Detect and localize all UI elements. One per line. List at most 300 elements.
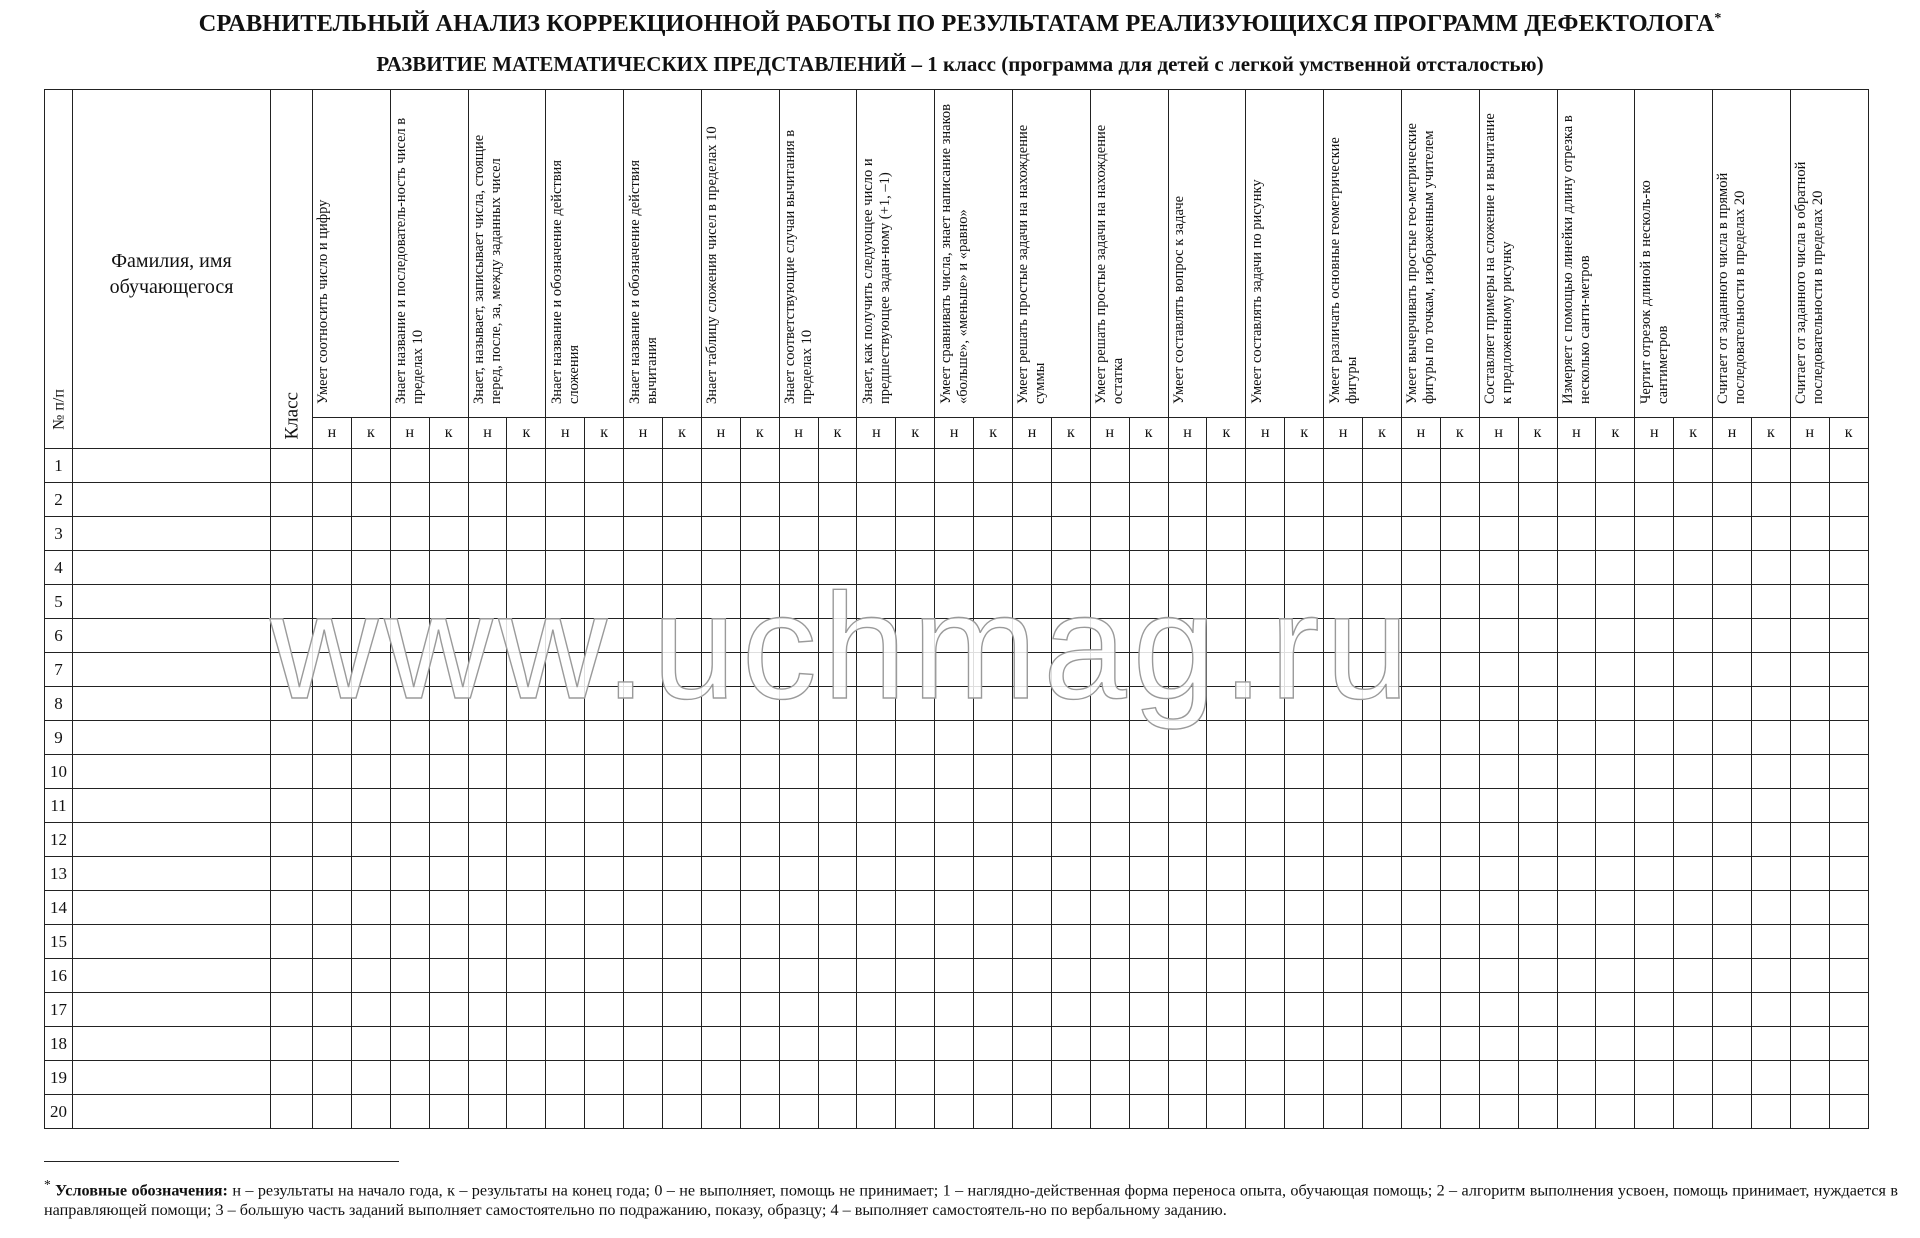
score-cell[interactable]	[857, 1095, 896, 1129]
score-cell[interactable]	[1674, 585, 1713, 619]
score-cell[interactable]	[1051, 483, 1090, 517]
score-cell[interactable]	[1635, 585, 1674, 619]
score-cell[interactable]	[313, 517, 352, 551]
score-cell[interactable]	[1013, 891, 1052, 925]
score-cell[interactable]	[1090, 449, 1129, 483]
score-cell[interactable]	[313, 653, 352, 687]
score-cell[interactable]	[857, 551, 896, 585]
score-cell[interactable]	[1829, 1027, 1868, 1061]
score-cell[interactable]	[1713, 551, 1752, 585]
score-cell[interactable]	[1829, 551, 1868, 585]
score-cell[interactable]	[429, 619, 468, 653]
score-cell[interactable]	[1090, 959, 1129, 993]
score-cell[interactable]	[740, 891, 779, 925]
score-cell[interactable]	[546, 449, 585, 483]
score-cell[interactable]	[507, 755, 546, 789]
score-cell[interactable]	[1051, 1027, 1090, 1061]
score-cell[interactable]	[935, 823, 974, 857]
score-cell[interactable]	[1246, 517, 1285, 551]
score-cell[interactable]	[818, 823, 857, 857]
score-cell[interactable]	[351, 891, 390, 925]
score-cell[interactable]	[546, 1095, 585, 1129]
score-cell[interactable]	[1596, 789, 1635, 823]
score-cell[interactable]	[1363, 449, 1402, 483]
score-cell[interactable]	[701, 857, 740, 891]
score-cell[interactable]	[857, 483, 896, 517]
score-cell[interactable]	[1479, 857, 1518, 891]
score-cell[interactable]	[1401, 1061, 1440, 1095]
score-cell[interactable]	[1013, 1061, 1052, 1095]
score-cell[interactable]	[896, 993, 935, 1027]
score-cell[interactable]	[1829, 891, 1868, 925]
score-cell[interactable]	[546, 517, 585, 551]
score-cell[interactable]	[1790, 551, 1829, 585]
score-cell[interactable]	[1674, 551, 1713, 585]
score-cell[interactable]	[1129, 517, 1168, 551]
score-cell[interactable]	[701, 721, 740, 755]
score-cell[interactable]	[1790, 687, 1829, 721]
score-cell[interactable]	[1713, 959, 1752, 993]
score-cell[interactable]	[1518, 823, 1557, 857]
score-cell[interactable]	[429, 483, 468, 517]
score-cell[interactable]	[429, 789, 468, 823]
score-cell[interactable]	[1674, 993, 1713, 1027]
score-cell[interactable]	[468, 687, 507, 721]
score-cell[interactable]	[1440, 619, 1479, 653]
score-cell[interactable]	[313, 959, 352, 993]
score-cell[interactable]	[1168, 823, 1207, 857]
score-cell[interactable]	[935, 789, 974, 823]
score-cell[interactable]	[390, 823, 429, 857]
score-cell[interactable]	[1518, 959, 1557, 993]
score-cell[interactable]	[974, 789, 1013, 823]
score-cell[interactable]	[1051, 449, 1090, 483]
score-cell[interactable]	[935, 1095, 974, 1129]
class-cell[interactable]	[271, 687, 313, 721]
score-cell[interactable]	[1207, 857, 1246, 891]
score-cell[interactable]	[935, 653, 974, 687]
score-cell[interactable]	[1363, 653, 1402, 687]
score-cell[interactable]	[1557, 857, 1596, 891]
score-cell[interactable]	[1129, 925, 1168, 959]
score-cell[interactable]	[1674, 1061, 1713, 1095]
score-cell[interactable]	[1829, 1095, 1868, 1129]
score-cell[interactable]	[624, 891, 663, 925]
score-cell[interactable]	[1090, 619, 1129, 653]
score-cell[interactable]	[857, 721, 896, 755]
score-cell[interactable]	[546, 653, 585, 687]
score-cell[interactable]	[313, 585, 352, 619]
score-cell[interactable]	[740, 925, 779, 959]
class-cell[interactable]	[271, 483, 313, 517]
score-cell[interactable]	[624, 449, 663, 483]
score-cell[interactable]	[935, 925, 974, 959]
score-cell[interactable]	[1129, 653, 1168, 687]
score-cell[interactable]	[507, 517, 546, 551]
score-cell[interactable]	[1557, 1061, 1596, 1095]
score-cell[interactable]	[1401, 721, 1440, 755]
score-cell[interactable]	[624, 1095, 663, 1129]
score-cell[interactable]	[429, 857, 468, 891]
score-cell[interactable]	[896, 959, 935, 993]
score-cell[interactable]	[1518, 1027, 1557, 1061]
score-cell[interactable]	[1013, 1027, 1052, 1061]
score-cell[interactable]	[1207, 721, 1246, 755]
score-cell[interactable]	[1635, 891, 1674, 925]
score-cell[interactable]	[1013, 551, 1052, 585]
score-cell[interactable]	[1324, 993, 1363, 1027]
score-cell[interactable]	[1285, 891, 1324, 925]
score-cell[interactable]	[1440, 993, 1479, 1027]
score-cell[interactable]	[1168, 449, 1207, 483]
score-cell[interactable]	[468, 891, 507, 925]
score-cell[interactable]	[896, 721, 935, 755]
score-cell[interactable]	[1285, 517, 1324, 551]
score-cell[interactable]	[390, 1027, 429, 1061]
score-cell[interactable]	[585, 517, 624, 551]
score-cell[interactable]	[818, 925, 857, 959]
score-cell[interactable]	[351, 857, 390, 891]
class-cell[interactable]	[271, 653, 313, 687]
score-cell[interactable]	[1557, 619, 1596, 653]
score-cell[interactable]	[1051, 959, 1090, 993]
score-cell[interactable]	[1479, 891, 1518, 925]
score-cell[interactable]	[1751, 925, 1790, 959]
score-cell[interactable]	[1596, 619, 1635, 653]
score-cell[interactable]	[1324, 925, 1363, 959]
score-cell[interactable]	[1829, 483, 1868, 517]
score-cell[interactable]	[1790, 585, 1829, 619]
score-cell[interactable]	[351, 585, 390, 619]
score-cell[interactable]	[1051, 687, 1090, 721]
score-cell[interactable]	[1829, 755, 1868, 789]
score-cell[interactable]	[1790, 925, 1829, 959]
score-cell[interactable]	[896, 823, 935, 857]
score-cell[interactable]	[779, 925, 818, 959]
score-cell[interactable]	[1790, 993, 1829, 1027]
student-name-cell[interactable]	[73, 1061, 271, 1095]
score-cell[interactable]	[1401, 585, 1440, 619]
score-cell[interactable]	[1168, 755, 1207, 789]
score-cell[interactable]	[1013, 925, 1052, 959]
score-cell[interactable]	[1324, 1027, 1363, 1061]
score-cell[interactable]	[663, 1027, 702, 1061]
score-cell[interactable]	[663, 721, 702, 755]
score-cell[interactable]	[468, 1027, 507, 1061]
score-cell[interactable]	[313, 551, 352, 585]
score-cell[interactable]	[1129, 721, 1168, 755]
score-cell[interactable]	[1090, 891, 1129, 925]
score-cell[interactable]	[313, 993, 352, 1027]
score-cell[interactable]	[1207, 551, 1246, 585]
score-cell[interactable]	[1674, 755, 1713, 789]
score-cell[interactable]	[1635, 925, 1674, 959]
score-cell[interactable]	[1790, 959, 1829, 993]
score-cell[interactable]	[1401, 653, 1440, 687]
score-cell[interactable]	[1401, 687, 1440, 721]
score-cell[interactable]	[1013, 483, 1052, 517]
score-cell[interactable]	[1207, 1061, 1246, 1095]
score-cell[interactable]	[1596, 687, 1635, 721]
score-cell[interactable]	[351, 1061, 390, 1095]
score-cell[interactable]	[1635, 551, 1674, 585]
score-cell[interactable]	[624, 1027, 663, 1061]
score-cell[interactable]	[1285, 959, 1324, 993]
score-cell[interactable]	[1518, 891, 1557, 925]
score-cell[interactable]	[390, 721, 429, 755]
score-cell[interactable]	[779, 653, 818, 687]
student-name-cell[interactable]	[73, 959, 271, 993]
score-cell[interactable]	[1401, 551, 1440, 585]
score-cell[interactable]	[1713, 993, 1752, 1027]
score-cell[interactable]	[1051, 789, 1090, 823]
score-cell[interactable]	[935, 993, 974, 1027]
score-cell[interactable]	[779, 891, 818, 925]
score-cell[interactable]	[857, 993, 896, 1027]
score-cell[interactable]	[585, 789, 624, 823]
score-cell[interactable]	[857, 687, 896, 721]
score-cell[interactable]	[429, 721, 468, 755]
score-cell[interactable]	[468, 1061, 507, 1095]
score-cell[interactable]	[313, 891, 352, 925]
score-cell[interactable]	[1285, 1095, 1324, 1129]
score-cell[interactable]	[468, 1095, 507, 1129]
score-cell[interactable]	[429, 687, 468, 721]
score-cell[interactable]	[1324, 823, 1363, 857]
score-cell[interactable]	[468, 653, 507, 687]
score-cell[interactable]	[740, 789, 779, 823]
score-cell[interactable]	[1557, 959, 1596, 993]
score-cell[interactable]	[1129, 1095, 1168, 1129]
score-cell[interactable]	[1051, 993, 1090, 1027]
score-cell[interactable]	[1285, 755, 1324, 789]
score-cell[interactable]	[818, 755, 857, 789]
score-cell[interactable]	[1790, 449, 1829, 483]
score-cell[interactable]	[740, 619, 779, 653]
score-cell[interactable]	[1090, 1027, 1129, 1061]
score-cell[interactable]	[935, 959, 974, 993]
score-cell[interactable]	[1596, 551, 1635, 585]
score-cell[interactable]	[1401, 619, 1440, 653]
score-cell[interactable]	[1440, 959, 1479, 993]
score-cell[interactable]	[1829, 517, 1868, 551]
score-cell[interactable]	[313, 1095, 352, 1129]
score-cell[interactable]	[896, 891, 935, 925]
score-cell[interactable]	[585, 687, 624, 721]
score-cell[interactable]	[857, 959, 896, 993]
score-cell[interactable]	[1713, 1061, 1752, 1095]
score-cell[interactable]	[1168, 1095, 1207, 1129]
score-cell[interactable]	[1324, 517, 1363, 551]
score-cell[interactable]	[1168, 483, 1207, 517]
score-cell[interactable]	[1013, 755, 1052, 789]
score-cell[interactable]	[1090, 993, 1129, 1027]
score-cell[interactable]	[1518, 993, 1557, 1027]
score-cell[interactable]	[1479, 653, 1518, 687]
score-cell[interactable]	[1596, 857, 1635, 891]
score-cell[interactable]	[1324, 789, 1363, 823]
score-cell[interactable]	[1479, 1095, 1518, 1129]
score-cell[interactable]	[1324, 755, 1363, 789]
score-cell[interactable]	[313, 619, 352, 653]
score-cell[interactable]	[1518, 551, 1557, 585]
score-cell[interactable]	[1168, 925, 1207, 959]
score-cell[interactable]	[429, 653, 468, 687]
score-cell[interactable]	[585, 721, 624, 755]
score-cell[interactable]	[546, 551, 585, 585]
score-cell[interactable]	[1751, 1027, 1790, 1061]
score-cell[interactable]	[740, 721, 779, 755]
score-cell[interactable]	[546, 1027, 585, 1061]
score-cell[interactable]	[896, 653, 935, 687]
score-cell[interactable]	[1363, 891, 1402, 925]
score-cell[interactable]	[1440, 517, 1479, 551]
score-cell[interactable]	[701, 755, 740, 789]
score-cell[interactable]	[701, 1027, 740, 1061]
class-cell[interactable]	[271, 721, 313, 755]
score-cell[interactable]	[1013, 517, 1052, 551]
score-cell[interactable]	[1479, 551, 1518, 585]
score-cell[interactable]	[468, 619, 507, 653]
score-cell[interactable]	[429, 891, 468, 925]
score-cell[interactable]	[1207, 653, 1246, 687]
score-cell[interactable]	[974, 1027, 1013, 1061]
score-cell[interactable]	[896, 789, 935, 823]
score-cell[interactable]	[779, 687, 818, 721]
score-cell[interactable]	[1674, 483, 1713, 517]
score-cell[interactable]	[1090, 721, 1129, 755]
score-cell[interactable]	[507, 1095, 546, 1129]
score-cell[interactable]	[313, 1027, 352, 1061]
score-cell[interactable]	[507, 857, 546, 891]
score-cell[interactable]	[663, 653, 702, 687]
score-cell[interactable]	[468, 823, 507, 857]
score-cell[interactable]	[818, 687, 857, 721]
score-cell[interactable]	[1479, 925, 1518, 959]
score-cell[interactable]	[974, 925, 1013, 959]
score-cell[interactable]	[1790, 619, 1829, 653]
score-cell[interactable]	[507, 1027, 546, 1061]
score-cell[interactable]	[624, 959, 663, 993]
score-cell[interactable]	[740, 1027, 779, 1061]
score-cell[interactable]	[351, 789, 390, 823]
score-cell[interactable]	[1207, 483, 1246, 517]
score-cell[interactable]	[1246, 993, 1285, 1027]
score-cell[interactable]	[779, 857, 818, 891]
score-cell[interactable]	[1790, 721, 1829, 755]
score-cell[interactable]	[507, 483, 546, 517]
score-cell[interactable]	[1324, 653, 1363, 687]
score-cell[interactable]	[468, 721, 507, 755]
score-cell[interactable]	[974, 653, 1013, 687]
score-cell[interactable]	[974, 823, 1013, 857]
score-cell[interactable]	[468, 755, 507, 789]
score-cell[interactable]	[1090, 483, 1129, 517]
score-cell[interactable]	[857, 449, 896, 483]
score-cell[interactable]	[1790, 1061, 1829, 1095]
score-cell[interactable]	[507, 619, 546, 653]
score-cell[interactable]	[1129, 993, 1168, 1027]
score-cell[interactable]	[1401, 823, 1440, 857]
score-cell[interactable]	[351, 721, 390, 755]
score-cell[interactable]	[701, 823, 740, 857]
score-cell[interactable]	[1518, 653, 1557, 687]
score-cell[interactable]	[1051, 551, 1090, 585]
score-cell[interactable]	[1246, 585, 1285, 619]
score-cell[interactable]	[1674, 517, 1713, 551]
score-cell[interactable]	[1713, 619, 1752, 653]
score-cell[interactable]	[1518, 687, 1557, 721]
score-cell[interactable]	[740, 653, 779, 687]
score-cell[interactable]	[818, 1027, 857, 1061]
score-cell[interactable]	[585, 823, 624, 857]
score-cell[interactable]	[701, 653, 740, 687]
score-cell[interactable]	[624, 857, 663, 891]
class-cell[interactable]	[271, 1095, 313, 1129]
score-cell[interactable]	[313, 721, 352, 755]
score-cell[interactable]	[818, 857, 857, 891]
score-cell[interactable]	[1790, 517, 1829, 551]
score-cell[interactable]	[1829, 959, 1868, 993]
score-cell[interactable]	[313, 823, 352, 857]
score-cell[interactable]	[1285, 619, 1324, 653]
score-cell[interactable]	[1713, 755, 1752, 789]
score-cell[interactable]	[935, 891, 974, 925]
score-cell[interactable]	[1713, 653, 1752, 687]
score-cell[interactable]	[313, 789, 352, 823]
score-cell[interactable]	[857, 823, 896, 857]
score-cell[interactable]	[1090, 925, 1129, 959]
score-cell[interactable]	[1635, 959, 1674, 993]
score-cell[interactable]	[1635, 619, 1674, 653]
score-cell[interactable]	[1479, 1027, 1518, 1061]
score-cell[interactable]	[1440, 721, 1479, 755]
score-cell[interactable]	[390, 755, 429, 789]
score-cell[interactable]	[740, 687, 779, 721]
score-cell[interactable]	[468, 551, 507, 585]
score-cell[interactable]	[1090, 1061, 1129, 1095]
score-cell[interactable]	[857, 755, 896, 789]
score-cell[interactable]	[818, 653, 857, 687]
score-cell[interactable]	[1557, 585, 1596, 619]
score-cell[interactable]	[663, 517, 702, 551]
score-cell[interactable]	[585, 755, 624, 789]
score-cell[interactable]	[507, 551, 546, 585]
score-cell[interactable]	[1363, 721, 1402, 755]
score-cell[interactable]	[1090, 517, 1129, 551]
score-cell[interactable]	[1051, 585, 1090, 619]
score-cell[interactable]	[818, 517, 857, 551]
score-cell[interactable]	[351, 959, 390, 993]
score-cell[interactable]	[390, 959, 429, 993]
score-cell[interactable]	[1207, 517, 1246, 551]
score-cell[interactable]	[1363, 789, 1402, 823]
score-cell[interactable]	[507, 449, 546, 483]
class-cell[interactable]	[271, 449, 313, 483]
score-cell[interactable]	[1285, 1061, 1324, 1095]
score-cell[interactable]	[1674, 653, 1713, 687]
score-cell[interactable]	[663, 1095, 702, 1129]
score-cell[interactable]	[740, 959, 779, 993]
score-cell[interactable]	[779, 721, 818, 755]
score-cell[interactable]	[1829, 993, 1868, 1027]
score-cell[interactable]	[1207, 755, 1246, 789]
score-cell[interactable]	[663, 857, 702, 891]
score-cell[interactable]	[663, 687, 702, 721]
score-cell[interactable]	[896, 619, 935, 653]
score-cell[interactable]	[1518, 789, 1557, 823]
score-cell[interactable]	[1674, 789, 1713, 823]
